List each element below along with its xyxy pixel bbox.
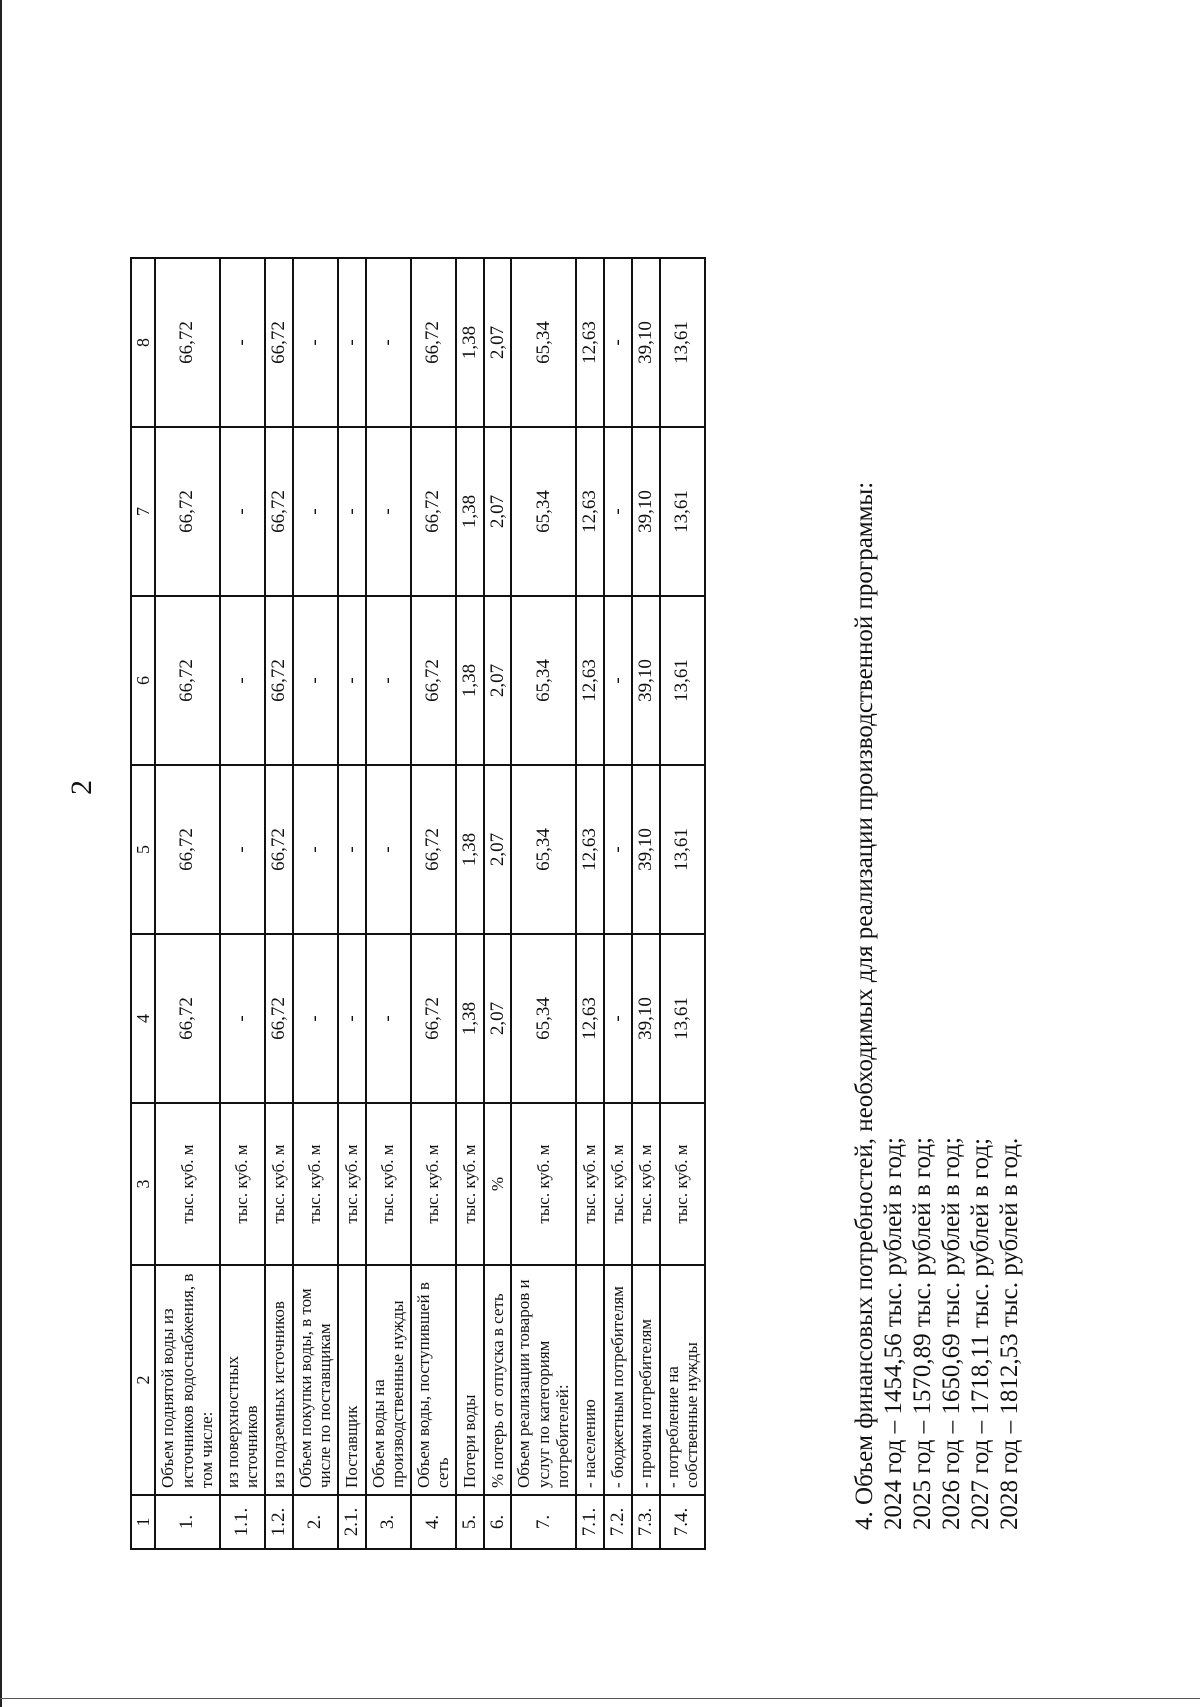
indicator-name-cell: из подземных источников [265,1265,293,1495]
value-cell: - [604,427,632,596]
value-cell: - [220,596,265,765]
table-row [632,258,660,1549]
value-cell: - [220,934,265,1103]
value-cell: 66,72 [265,258,293,427]
value-cell: - [338,258,366,427]
value-cell: - [604,258,632,427]
unit-cell: % [484,1103,512,1265]
value-cell: 66,72 [265,596,293,765]
table-row [338,258,366,1549]
value-cell: - [366,765,411,934]
value-cell: 39,10 [632,765,660,934]
row-number-cell: 7.4. [660,1495,705,1549]
value-cell: - [338,427,366,596]
row-number-cell: 4. [411,1495,456,1549]
value-cell: 66,72 [265,934,293,1103]
row-number-cell: 6. [484,1495,512,1549]
value-cell: 66,72 [411,765,456,934]
unit-cell: тыс. куб. м [293,1103,338,1265]
value-cell: 39,10 [632,427,660,596]
value-cell: - [366,258,411,427]
indicator-name-cell: - прочим потребителям [632,1265,660,1495]
unit-cell: тыс. куб. м [366,1103,411,1265]
indicator-name-cell: Объем реализации товаров и услуг по категориям потребителей: [511,1265,576,1495]
value-cell: 1,38 [456,934,484,1103]
row-number-cell: 2.1. [338,1495,366,1549]
indicator-name-cell: Объем воды на производственные нужды [366,1265,411,1495]
unit-cell: тыс. куб. м [220,1103,265,1265]
column-header: 2 [131,1265,155,1495]
value-cell: 13,61 [660,596,705,765]
table-row [660,258,705,1549]
value-cell: 66,72 [265,427,293,596]
scan-border-left [0,0,2,1707]
value-cell: 13,61 [660,934,705,1103]
table-row [411,258,456,1549]
financial-line: 2024 год – 1454,56 тыс. рублей в год; [880,1137,907,1530]
table-row [456,258,484,1549]
value-cell: 12,63 [576,596,604,765]
unit-cell: тыс. куб. м [265,1103,293,1265]
row-number-cell: 3. [366,1495,411,1549]
indicator-name-cell: из поверхностных источников [220,1265,265,1495]
column-header: 5 [131,765,155,934]
table-row [265,258,293,1549]
value-cell: 65,34 [511,934,576,1103]
column-header: 8 [131,258,155,427]
table-row [293,258,338,1549]
value-cell: 66,72 [155,765,220,934]
indicator-name-cell: % потерь от отпуска в сеть [484,1265,512,1495]
table-row [484,258,512,1549]
value-cell: - [604,934,632,1103]
value-cell: 13,61 [660,258,705,427]
indicator-name-cell: Поставщик [338,1265,366,1495]
value-cell: 66,72 [411,427,456,596]
row-number-cell: 1.1. [220,1495,265,1549]
value-cell: 13,61 [660,765,705,934]
value-cell: 66,72 [411,258,456,427]
row-number-cell: 5. [456,1495,484,1549]
value-cell: 2,07 [484,934,512,1103]
unit-cell: тыс. куб. м [660,1103,705,1265]
indicator-name-cell: - населению [576,1265,604,1495]
value-cell: 12,63 [576,427,604,596]
table-row [576,258,604,1549]
value-cell: - [338,765,366,934]
value-cell: 2,07 [484,427,512,596]
unit-cell: тыс. куб. м [576,1103,604,1265]
financial-line: 2025 год – 1570,89 тыс. рублей в год; [909,1137,936,1530]
value-cell: 39,10 [632,258,660,427]
value-cell: 65,34 [511,258,576,427]
value-cell: 13,61 [660,427,705,596]
row-number-cell: 1. [155,1495,220,1549]
scan-border-bottom [0,1698,1200,1699]
value-cell: 12,63 [576,258,604,427]
table-body [155,258,705,1549]
value-cell: 65,34 [511,765,576,934]
value-cell: 12,63 [576,765,604,934]
value-cell: 65,34 [511,596,576,765]
value-cell: 66,72 [411,934,456,1103]
table-row [366,258,411,1549]
financial-line: 2027 год – 1718,11 тыс. рублей в год; [967,1137,994,1530]
unit-cell: тыс. куб. м [155,1103,220,1265]
value-cell: - [293,258,338,427]
value-cell: 65,34 [511,427,576,596]
table-header-row [131,258,155,1549]
water-supply-table [130,257,706,1550]
column-header: 6 [131,596,155,765]
rotated-page-content [50,50,1160,1550]
row-number-cell: 7.3. [632,1495,660,1549]
value-cell: - [604,596,632,765]
value-cell: - [293,427,338,596]
table-row [155,258,220,1549]
column-header: 4 [131,934,155,1103]
value-cell: - [366,934,411,1103]
column-header: 1 [131,1495,155,1549]
value-cell: 1,38 [456,765,484,934]
value-cell: 2,07 [484,765,512,934]
table-row [511,258,576,1549]
value-cell: 66,72 [155,596,220,765]
indicator-name-cell: - бюджетным потребителям [604,1265,632,1495]
indicator-name-cell: Объем поднятой воды из источников водоснабжения, в том числе: [155,1265,220,1495]
value-cell: - [293,934,338,1103]
unit-cell: тыс. куб. м [511,1103,576,1265]
value-cell: 66,72 [411,596,456,765]
financial-needs-section [850,482,1024,1530]
row-number-cell: 7.1. [576,1495,604,1549]
value-cell: 39,10 [632,934,660,1103]
financial-line: 2026 год – 1650,69 тыс. рублей в год; [938,1137,965,1530]
row-number-cell: 1.2. [265,1495,293,1549]
value-cell: 66,72 [155,934,220,1103]
value-cell: - [338,934,366,1103]
page-number: 2 [65,780,98,795]
value-cell: - [293,596,338,765]
indicator-name-cell: Объем покупки воды, в том числе по поставщикам [293,1265,338,1495]
value-cell: 2,07 [484,258,512,427]
indicator-name-cell: - потребление на собственные нужды [660,1265,705,1495]
value-cell: 1,38 [456,258,484,427]
section-heading: 4. Объем финансовых потребностей, необходимых для реализации производственной программы: [851,481,878,1530]
value-cell: 1,38 [456,427,484,596]
row-number-cell: 7.2. [604,1495,632,1549]
value-cell: - [220,427,265,596]
indicator-name-cell: Объем воды, поступившей в сеть [411,1265,456,1495]
unit-cell: тыс. куб. м [338,1103,366,1265]
unit-cell: тыс. куб. м [604,1103,632,1265]
value-cell: 1,38 [456,596,484,765]
column-header: 3 [131,1103,155,1265]
value-cell: - [220,258,265,427]
value-cell: 39,10 [632,596,660,765]
value-cell: - [220,765,265,934]
financial-line: 2028 год – 1812,53 тыс. рублей в год. [996,1137,1023,1530]
value-cell: 66,72 [155,258,220,427]
value-cell: 66,72 [155,427,220,596]
column-header: 7 [131,427,155,596]
value-cell: 12,63 [576,934,604,1103]
value-cell: - [293,765,338,934]
value-cell: - [366,596,411,765]
indicator-name-cell: Потери воды [456,1265,484,1495]
table-row [604,258,632,1549]
value-cell: - [604,765,632,934]
row-number-cell: 2. [293,1495,338,1549]
table-row [220,258,265,1549]
unit-cell: тыс. куб. м [456,1103,484,1265]
value-cell: 2,07 [484,596,512,765]
value-cell: - [338,596,366,765]
unit-cell: тыс. куб. м [632,1103,660,1265]
value-cell: 66,72 [265,765,293,934]
row-number-cell: 7. [511,1495,576,1549]
unit-cell: тыс. куб. м [411,1103,456,1265]
value-cell: - [366,427,411,596]
